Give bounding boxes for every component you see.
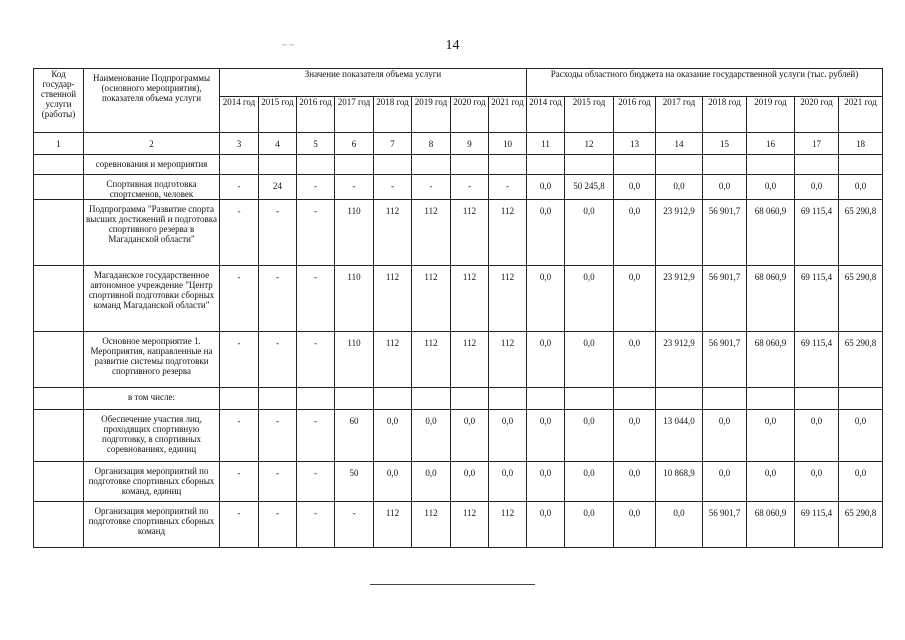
value-cell: [565, 388, 614, 410]
table-row: [34, 502, 883, 548]
value-cell: -: [259, 332, 297, 388]
value-cell: [412, 388, 451, 410]
value-cell: 0,0: [489, 462, 527, 502]
header-volume-group: Значение показателя объема услуги: [220, 69, 527, 97]
value-cell: 112: [451, 502, 489, 548]
page-number: 14: [445, 38, 460, 53]
value-cell: 0,0: [795, 175, 839, 200]
row-name: Основное мероприятие 1. Мероприятия, направленные на развитие системы подготовки спортивного резерва: [84, 332, 220, 388]
value-cell: 0,0: [451, 410, 489, 462]
value-cell: 50 245,8: [565, 175, 614, 200]
value-cell: [451, 388, 489, 410]
value-cell: -: [220, 332, 259, 388]
value-cell: 0,0: [527, 502, 565, 548]
value-cell: 23 912,9: [656, 266, 703, 332]
value-cell: 0,0: [614, 462, 656, 502]
value-cell: [220, 388, 259, 410]
value-cell: 0,0: [412, 462, 451, 502]
code-cell: [34, 155, 84, 175]
value-cell: 0,0: [747, 175, 795, 200]
table-row: [34, 410, 883, 462]
volume-year-header: 2014 год: [220, 97, 259, 133]
value-cell: [412, 155, 451, 175]
column-number: 5: [297, 133, 335, 155]
value-cell: 0,0: [614, 266, 656, 332]
value-cell: [374, 388, 412, 410]
value-cell: 56 901,7: [703, 266, 747, 332]
value-cell: 112: [451, 266, 489, 332]
value-cell: 0,0: [747, 462, 795, 502]
value-cell: [297, 388, 335, 410]
value-cell: 110: [335, 332, 374, 388]
value-cell: 69 115,4: [795, 200, 839, 266]
code-cell: [34, 462, 84, 502]
value-cell: 69 115,4: [795, 266, 839, 332]
value-cell: 13 044,0: [656, 410, 703, 462]
value-cell: 112: [412, 332, 451, 388]
value-cell: 112: [489, 502, 527, 548]
volume-year-header: 2021 год: [489, 97, 527, 133]
value-cell: 60: [335, 410, 374, 462]
value-cell: 112: [489, 200, 527, 266]
column-number: 10: [489, 133, 527, 155]
value-cell: 68 060,9: [747, 200, 795, 266]
table-row: [34, 462, 883, 502]
code-cell: [34, 200, 84, 266]
value-cell: -: [489, 175, 527, 200]
value-cell: 0,0: [656, 175, 703, 200]
column-number-row: [34, 133, 883, 155]
value-cell: -: [259, 200, 297, 266]
column-number: 16: [747, 133, 795, 155]
budget-year-header: 2021 год: [839, 97, 883, 133]
budget-year-header: 2020 год: [795, 97, 839, 133]
value-cell: 56 901,7: [703, 502, 747, 548]
column-number: 11: [527, 133, 565, 155]
value-cell: -: [259, 502, 297, 548]
value-cell: -: [297, 332, 335, 388]
value-cell: -: [220, 175, 259, 200]
value-cell: 0,0: [565, 332, 614, 388]
budget-year-header: 2018 год: [703, 97, 747, 133]
budget-year-header: 2017 год: [656, 97, 703, 133]
row-name: в том числе:: [84, 388, 220, 410]
value-cell: 112: [451, 332, 489, 388]
value-cell: 0,0: [527, 410, 565, 462]
value-cell: 0,0: [374, 410, 412, 462]
column-number: 12: [565, 133, 614, 155]
value-cell: 68 060,9: [747, 266, 795, 332]
value-cell: 23 912,9: [656, 200, 703, 266]
value-cell: -: [374, 175, 412, 200]
value-cell: [220, 155, 259, 175]
value-cell: [527, 155, 565, 175]
value-cell: [565, 155, 614, 175]
value-cell: 69 115,4: [795, 502, 839, 548]
value-cell: -: [412, 175, 451, 200]
value-cell: 0,0: [565, 200, 614, 266]
value-cell: 69 115,4: [795, 332, 839, 388]
table-row: [34, 388, 883, 410]
value-cell: 0,0: [412, 410, 451, 462]
value-cell: -: [220, 502, 259, 548]
value-cell: 112: [374, 502, 412, 548]
column-number: 7: [374, 133, 412, 155]
value-cell: 112: [374, 266, 412, 332]
header-row-1: [34, 69, 883, 97]
value-cell: -: [335, 175, 374, 200]
value-cell: -: [220, 462, 259, 502]
code-cell: [34, 410, 84, 462]
column-number: 17: [795, 133, 839, 155]
value-cell: [259, 388, 297, 410]
value-cell: 65 290,8: [839, 332, 883, 388]
value-cell: [656, 155, 703, 175]
value-cell: 0,0: [489, 410, 527, 462]
value-cell: [614, 388, 656, 410]
volume-year-header: 2015 год: [259, 97, 297, 133]
column-number: 4: [259, 133, 297, 155]
value-cell: [747, 388, 795, 410]
value-cell: 0,0: [614, 410, 656, 462]
value-cell: 0,0: [656, 502, 703, 548]
value-cell: -: [259, 266, 297, 332]
value-cell: 0,0: [747, 410, 795, 462]
column-number: 1: [34, 133, 84, 155]
value-cell: [795, 155, 839, 175]
column-number: 14: [656, 133, 703, 155]
value-cell: 112: [412, 502, 451, 548]
code-cell: [34, 175, 84, 200]
code-cell: [34, 266, 84, 332]
value-cell: 0,0: [527, 266, 565, 332]
value-cell: 68 060,9: [747, 502, 795, 548]
value-cell: -: [297, 502, 335, 548]
column-number: 6: [335, 133, 374, 155]
value-cell: [489, 155, 527, 175]
value-cell: 112: [412, 266, 451, 332]
value-cell: [747, 155, 795, 175]
value-cell: [703, 155, 747, 175]
value-cell: 0,0: [565, 410, 614, 462]
value-cell: 68 060,9: [747, 332, 795, 388]
value-cell: [489, 388, 527, 410]
column-number: 18: [839, 133, 883, 155]
row-name: Организация мероприятий по подготовке спортивных сборных команд: [84, 502, 220, 548]
column-number: 15: [703, 133, 747, 155]
row-name: соревнования и мероприятия: [84, 155, 220, 175]
header-name: Наименование Подпрограммы (основного мероприятия), показателя объема услуги: [84, 69, 220, 133]
value-cell: 0,0: [839, 175, 883, 200]
row-name: Спортивная подготовка спортсменов, человек: [84, 175, 220, 200]
value-cell: -: [220, 200, 259, 266]
row-name: Организация мероприятий по подготовке спортивных сборных команд, единиц: [84, 462, 220, 502]
volume-year-header: 2018 год: [374, 97, 412, 133]
footer-rule: [370, 584, 535, 585]
value-cell: 56 901,7: [703, 200, 747, 266]
value-cell: 112: [412, 200, 451, 266]
table-row: [34, 175, 883, 200]
value-cell: [703, 388, 747, 410]
value-cell: 0,0: [565, 502, 614, 548]
table-row: [34, 332, 883, 388]
value-cell: [335, 155, 374, 175]
value-cell: [451, 155, 489, 175]
value-cell: 0,0: [527, 462, 565, 502]
table-row: [34, 266, 883, 332]
value-cell: 112: [489, 266, 527, 332]
value-cell: [374, 155, 412, 175]
value-cell: [656, 388, 703, 410]
value-cell: 0,0: [565, 462, 614, 502]
value-cell: 0,0: [451, 462, 489, 502]
value-cell: -: [297, 175, 335, 200]
value-cell: [839, 155, 883, 175]
value-cell: 10 868,9: [656, 462, 703, 502]
value-cell: -: [259, 410, 297, 462]
value-cell: 23 912,9: [656, 332, 703, 388]
value-cell: 0,0: [527, 175, 565, 200]
value-cell: 56 901,7: [703, 332, 747, 388]
budget-table: [33, 68, 883, 548]
value-cell: 112: [489, 332, 527, 388]
value-cell: 65 290,8: [839, 502, 883, 548]
value-cell: 110: [335, 266, 374, 332]
value-cell: 112: [374, 200, 412, 266]
value-cell: 50: [335, 462, 374, 502]
code-cell: [34, 502, 84, 548]
value-cell: -: [451, 175, 489, 200]
value-cell: 112: [374, 332, 412, 388]
column-number: 13: [614, 133, 656, 155]
value-cell: 65 290,8: [839, 266, 883, 332]
value-cell: -: [335, 502, 374, 548]
value-cell: 65 290,8: [839, 200, 883, 266]
value-cell: 0,0: [527, 332, 565, 388]
value-cell: 24: [259, 175, 297, 200]
row-name: Обеспечение участия лиц, проходящих спортивную подготовку, в спортивных соревнованиях, единиц: [84, 410, 220, 462]
code-cell: [34, 332, 84, 388]
value-cell: -: [259, 462, 297, 502]
volume-year-header: 2020 год: [451, 97, 489, 133]
value-cell: [527, 388, 565, 410]
value-cell: 0,0: [614, 175, 656, 200]
column-number: 9: [451, 133, 489, 155]
value-cell: 0,0: [527, 200, 565, 266]
volume-year-header: 2019 год: [412, 97, 451, 133]
value-cell: 0,0: [703, 462, 747, 502]
column-number: 3: [220, 133, 259, 155]
value-cell: -: [220, 266, 259, 332]
value-cell: 0,0: [374, 462, 412, 502]
budget-year-header: 2014 год: [527, 97, 565, 133]
value-cell: 0,0: [565, 266, 614, 332]
value-cell: [614, 155, 656, 175]
value-cell: [259, 155, 297, 175]
header-budget-group: Расходы областного бюджета на оказание государственной услуги (тыс. рублей): [527, 69, 883, 97]
value-cell: -: [297, 266, 335, 332]
value-cell: [335, 388, 374, 410]
value-cell: 112: [451, 200, 489, 266]
value-cell: 0,0: [839, 410, 883, 462]
table-row: [34, 200, 883, 266]
value-cell: 0,0: [839, 462, 883, 502]
value-cell: -: [297, 462, 335, 502]
value-cell: -: [220, 410, 259, 462]
value-cell: [795, 388, 839, 410]
code-cell: [34, 388, 84, 410]
value-cell: [839, 388, 883, 410]
value-cell: 0,0: [703, 175, 747, 200]
table-row: [34, 155, 883, 175]
value-cell: 0,0: [795, 462, 839, 502]
column-number: 8: [412, 133, 451, 155]
volume-year-header: 2017 год: [335, 97, 374, 133]
value-cell: 0,0: [614, 200, 656, 266]
value-cell: -: [297, 410, 335, 462]
value-cell: 0,0: [614, 332, 656, 388]
value-cell: 0,0: [703, 410, 747, 462]
column-number: 2: [84, 133, 220, 155]
header-code: Код государ-ственной услуги (работы): [34, 69, 84, 133]
value-cell: 0,0: [795, 410, 839, 462]
value-cell: 0,0: [614, 502, 656, 548]
volume-year-header: 2016 год: [297, 97, 335, 133]
budget-year-header: 2015 год: [565, 97, 614, 133]
value-cell: [297, 155, 335, 175]
scan-smudge: ~ ~: [282, 40, 294, 50]
budget-year-header: 2019 год: [747, 97, 795, 133]
value-cell: 110: [335, 200, 374, 266]
row-name: Магаданское государственное автономное учреждение "Центр спортивной подготовки сборных команд Магаданской области": [84, 266, 220, 332]
budget-year-header: 2016 год: [614, 97, 656, 133]
row-name: Подпрограмма "Развитие спорта высших достижений и подготовка спортивного резерва в Магаданской области": [84, 200, 220, 266]
value-cell: -: [297, 200, 335, 266]
